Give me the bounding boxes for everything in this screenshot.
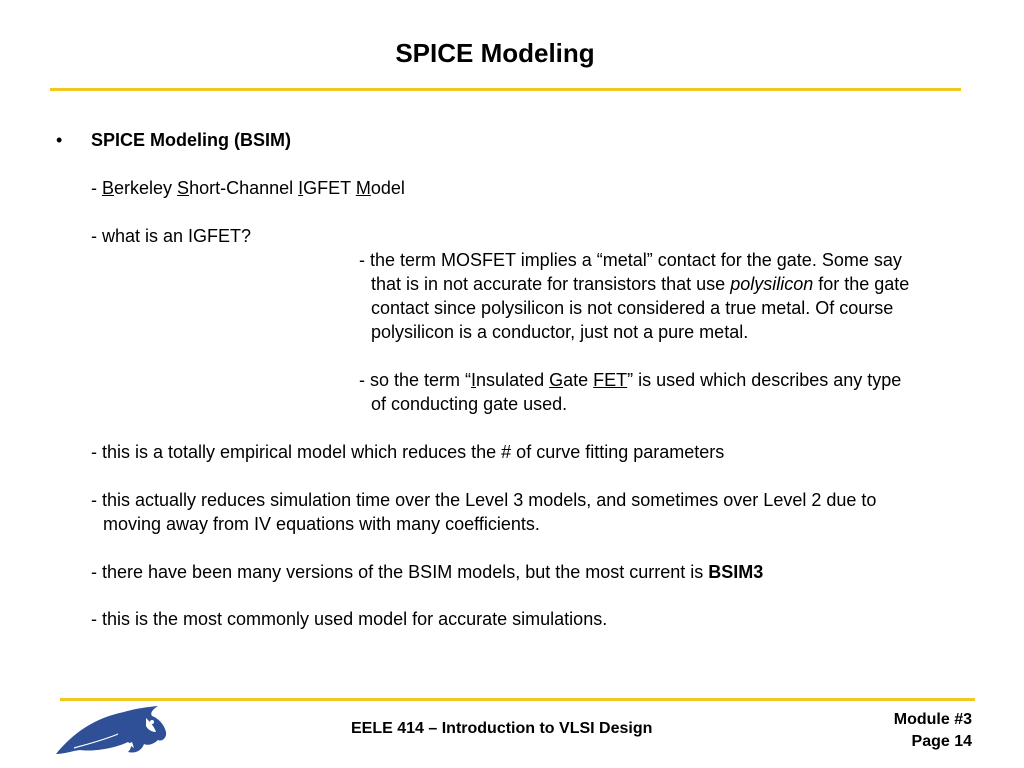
bsim3-emphasis: BSIM3: [708, 562, 764, 582]
igfet-letter-g: G: [549, 370, 564, 390]
acronym-letter-b: B: [102, 178, 115, 198]
mosfet-note-line-1: - the term MOSFET implies a “metal” contact for the gate. Some say: [359, 250, 902, 270]
common-usage-note: - this is the most commonly used model for accurate simulations.: [91, 609, 608, 629]
title-divider: [50, 88, 961, 91]
acronym-expansion: [91, 176, 405, 200]
acronym-word-igfet: GFET: [303, 178, 356, 198]
acronym-letter-s: S: [177, 178, 190, 198]
mosfet-note-line-2-start: that is in not accurate for transistors that use: [371, 274, 731, 294]
empirical-model-note: - this is a totally empirical model which reduces the # of curve fitting parameters: [91, 442, 725, 462]
mosfet-note-line-4: polysilicon is a conductor, just not a pure metal.: [371, 322, 749, 342]
footer-course-title: EELE 414 – Introduction to VLSI Design: [351, 720, 653, 737]
acronym-word-model: odel: [370, 178, 405, 198]
igfet-letter-i: I: [471, 370, 477, 390]
module-number: Module #3: [893, 711, 972, 728]
igfet-word-fet: FET: [593, 370, 628, 390]
igfet-note-line-2: of conducting gate used.: [371, 394, 568, 414]
footer-page-info: [894, 709, 972, 753]
mosfet-note-line-3: contact since polysilicon is not considered a true metal. Of course: [371, 298, 894, 318]
footer-divider: [60, 698, 975, 701]
igfet-question: - what is an IGFET?: [91, 226, 252, 246]
bobcat-logo-icon: [54, 704, 170, 760]
bsim-versions-text: - there have been many versions of the BSIM models, but the most current is: [91, 562, 709, 582]
acronym-dash: -: [91, 178, 102, 198]
acronym-letter-m: M: [355, 178, 371, 198]
section-heading: SPICE Modeling (BSIM): [91, 130, 291, 150]
slide-title: SPICE Modeling: [395, 38, 595, 68]
igfet-note-prefix: - so the term “: [359, 370, 472, 390]
igfet-word-insulated: nsulated: [476, 370, 550, 390]
mosfet-note-line-2: [371, 272, 909, 296]
simulation-time-line-2: moving away from IV equations with many coefficients.: [103, 514, 540, 534]
acronym-word-berkeley: erkeley: [114, 178, 178, 198]
igfet-word-gate: ate: [563, 370, 594, 390]
acronym-letter-i: I: [298, 178, 304, 198]
igfet-note-suffix: ” is used which describes any type: [627, 370, 902, 390]
polysilicon-emphasis: polysilicon: [730, 274, 814, 294]
acronym-word-short-channel: hort-Channel: [189, 178, 299, 198]
simulation-time-line-1: - this actually reduces simulation time over the Level 3 models, and sometimes over Level 2 due to: [91, 490, 877, 510]
igfet-note-line-1: [359, 368, 901, 392]
mosfet-note-line-2-end: for the gate: [813, 274, 910, 294]
page-number: Page 14: [911, 733, 972, 750]
bullet-marker: •: [56, 130, 63, 150]
bsim-versions-note: [91, 560, 763, 584]
